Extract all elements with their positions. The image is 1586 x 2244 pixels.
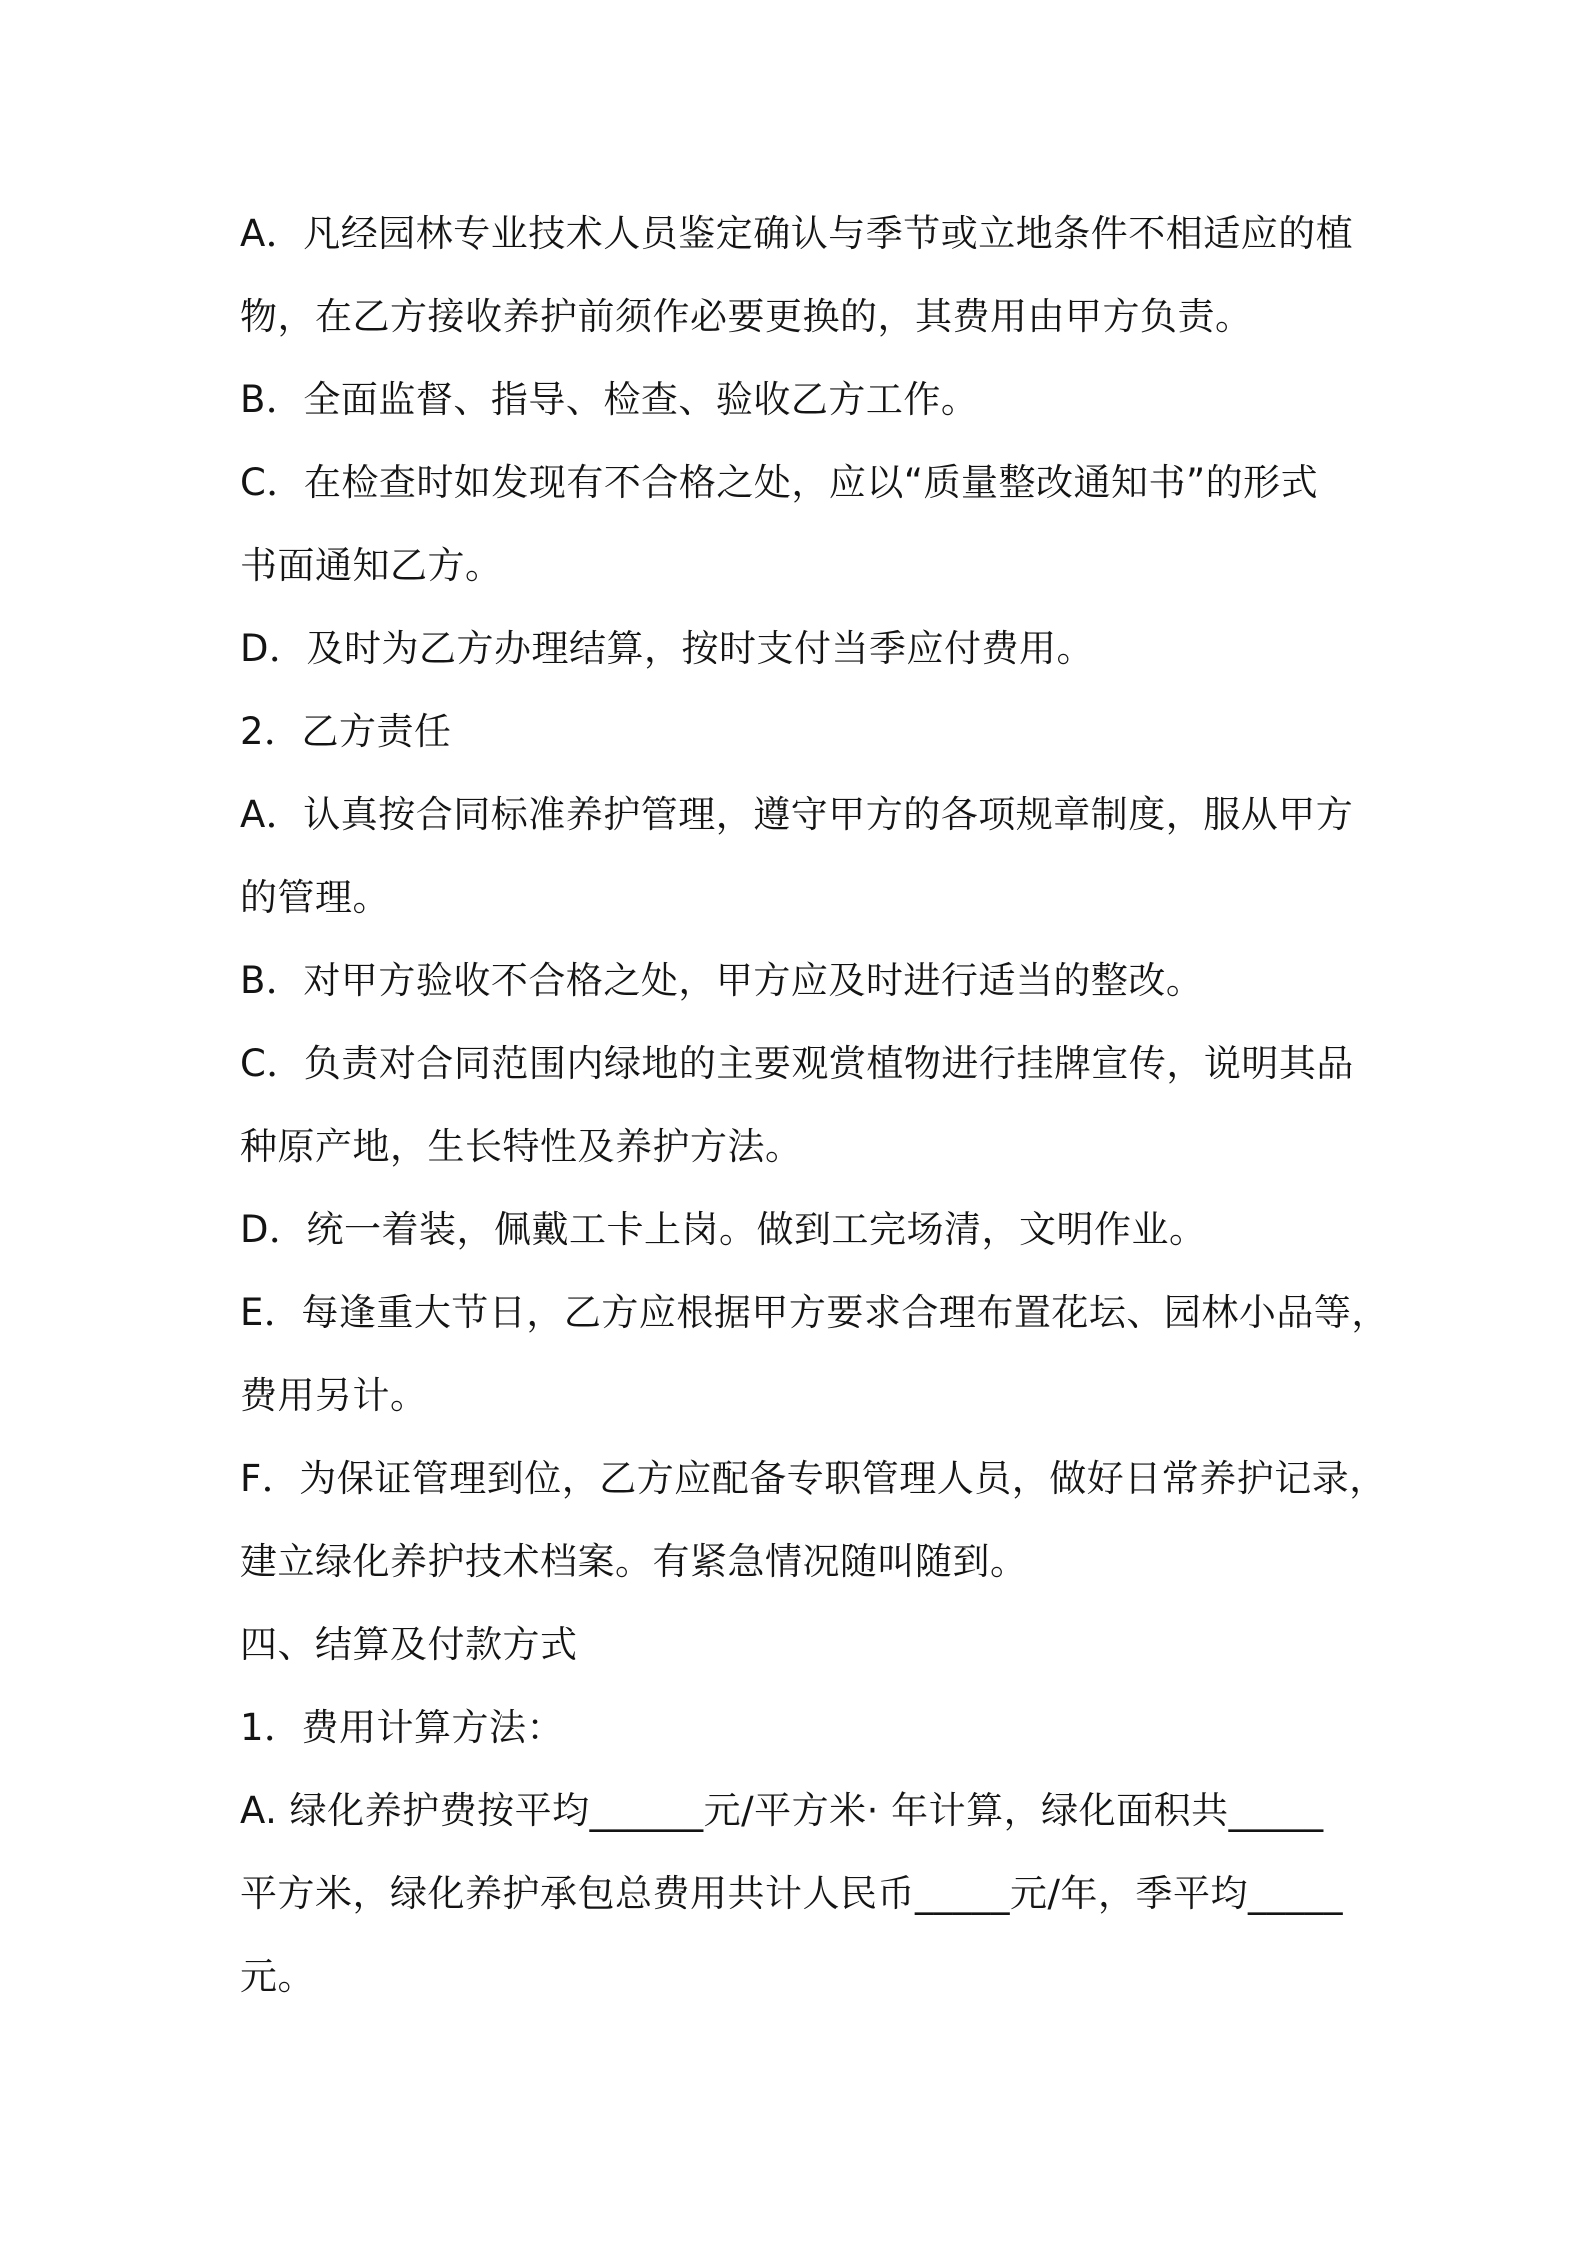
text-line: C．在检查时如发现有不合格之处，应以“质量整改通知书”的形式 — [240, 461, 1319, 504]
text-line: F．为保证管理到位，乙方应配备专职管理人员，做好日常养护记录， — [240, 1457, 1387, 1500]
document-body — [240, 192, 1389, 2018]
text-line: C．负责对合同范围内绿地的主要观赏植物进行挂牌宣传，说明其品 — [240, 1042, 1354, 1085]
text-line: 物，在乙方接收养护前须作必要更换的，其费用由甲方负责。 — [240, 295, 1253, 338]
subsection-heading: 1．费用计算方法： — [240, 1706, 565, 1749]
text-line: A．认真按合同标准养护管理，遵守甲方的各项规章制度，服从甲方 — [240, 793, 1354, 836]
text-line: 种原产地，生长特性及养护方法。 — [240, 1125, 803, 1168]
text-line: 平方米，绿化养护承包总费用共计人民币_____元/年，季平均_____ — [240, 1872, 1343, 1915]
text-line: 建立绿化养护技术档案。有紧急情况随叫随到。 — [240, 1540, 1028, 1583]
text-line: 的管理。 — [240, 876, 390, 919]
section-heading: 四、结算及付款方式 — [240, 1623, 578, 1666]
text-line: A. 绿化养护费按平均______元/平方米· 年计算，绿化面积共_____ — [240, 1789, 1324, 1832]
text-line: E．每逢重大节日，乙方应根据甲方要求合理布置花坛、园林小品等， — [240, 1291, 1389, 1334]
text-line: 元。 — [240, 1955, 315, 1998]
text-line: B．对甲方验收不合格之处，甲方应及时进行适当的整改。 — [240, 959, 1204, 1002]
text-line: D．统一着装，佩戴工卡上岗。做到工完场清，文明作业。 — [240, 1208, 1207, 1251]
text-line: B．全面监督、指导、检查、验收乙方工作。 — [240, 378, 979, 421]
section-heading: 2．乙方责任 — [240, 710, 452, 753]
text-line: A．凡经园林专业技术人员鉴定确认与季节或立地条件不相适应的植 — [240, 212, 1354, 255]
text-line: 书面通知乙方。 — [240, 544, 503, 587]
text-line: 费用另计。 — [240, 1374, 428, 1417]
text-line: D．及时为乙方办理结算，按时支付当季应付费用。 — [240, 627, 1094, 670]
